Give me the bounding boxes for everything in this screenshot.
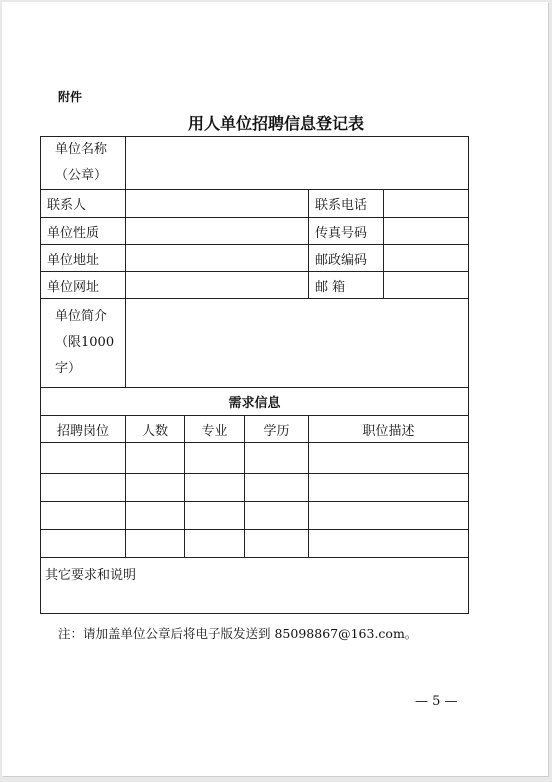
major-cell[interactable] <box>185 502 245 530</box>
position-cell[interactable] <box>41 443 126 474</box>
description-cell[interactable] <box>309 530 469 558</box>
description-cell[interactable] <box>309 502 469 530</box>
form-title: 用人单位招聘信息登记表 <box>187 114 364 133</box>
position-cell[interactable] <box>41 502 126 530</box>
website-field[interactable] <box>126 272 309 299</box>
row-unit-name <box>41 137 469 190</box>
count-cell[interactable] <box>126 474 185 502</box>
position-cell[interactable] <box>41 530 126 558</box>
row-demand-header <box>41 388 469 416</box>
registration-form-table <box>40 136 469 614</box>
col-header-position: 招聘岗位 <box>41 416 126 443</box>
col-header-major: 专业 <box>185 416 245 443</box>
education-cell[interactable] <box>245 443 309 474</box>
email-label: 邮 箱 <box>309 272 384 299</box>
col-header-education: 学历 <box>245 416 309 443</box>
intro-label-line1: 单位简介 <box>55 309 108 324</box>
row-address <box>41 245 469 272</box>
col-header-count: 人数 <box>126 416 185 443</box>
education-cell[interactable] <box>245 474 309 502</box>
other-requirements-cell[interactable] <box>41 558 469 614</box>
other-requirements-label: 其它要求和说明 <box>45 568 137 583</box>
row-column-headers <box>41 416 469 443</box>
row-website <box>41 272 469 299</box>
col-header-description: 职位描述 <box>309 416 469 443</box>
contact-label: 联系人 <box>41 190 126 218</box>
row-intro <box>41 299 469 388</box>
major-cell[interactable] <box>185 530 245 558</box>
major-cell[interactable] <box>185 474 245 502</box>
postcode-field[interactable] <box>384 245 469 272</box>
fax-label: 传真号码 <box>309 218 384 245</box>
website-label: 单位网址 <box>41 272 126 299</box>
intro-label-line2: （限1000 <box>55 335 115 350</box>
submission-note: 注：请加盖单位公章后将电子版发送到 85098867@163.com。 <box>58 626 418 641</box>
intro-label <box>41 299 126 388</box>
unit-name-field[interactable] <box>126 137 469 190</box>
description-cell[interactable] <box>309 474 469 502</box>
nature-field[interactable] <box>126 218 309 245</box>
description-cell[interactable] <box>309 443 469 474</box>
annex-label: 附件 <box>58 90 83 104</box>
postcode-label: 邮政编码 <box>309 245 384 272</box>
email-field[interactable] <box>384 272 469 299</box>
education-cell[interactable] <box>245 502 309 530</box>
major-cell[interactable] <box>185 443 245 474</box>
contact-field[interactable] <box>126 190 309 218</box>
intro-label-line3: 字） <box>55 361 82 376</box>
position-cell[interactable] <box>41 474 126 502</box>
nature-label: 单位性质 <box>41 218 126 245</box>
count-cell[interactable] <box>126 530 185 558</box>
phone-label: 联系电话 <box>309 190 384 218</box>
unit-name-label-line2: （公章） <box>55 168 108 183</box>
table-row <box>41 502 469 530</box>
table-row <box>41 474 469 502</box>
table-row <box>41 530 469 558</box>
phone-field[interactable] <box>384 190 469 218</box>
count-cell[interactable] <box>126 502 185 530</box>
unit-name-label <box>41 137 126 190</box>
page-number: — 5 — <box>415 694 458 709</box>
table-row <box>41 443 469 474</box>
demand-info-header: 需求信息 <box>41 388 469 416</box>
unit-name-label-line1: 单位名称 <box>55 142 108 157</box>
count-cell[interactable] <box>126 443 185 474</box>
intro-field[interactable] <box>126 299 469 388</box>
fax-field[interactable] <box>384 218 469 245</box>
address-label: 单位地址 <box>41 245 126 272</box>
row-contact <box>41 190 469 218</box>
row-other-requirements <box>41 558 469 614</box>
row-nature <box>41 218 469 245</box>
address-field[interactable] <box>126 245 309 272</box>
education-cell[interactable] <box>245 530 309 558</box>
